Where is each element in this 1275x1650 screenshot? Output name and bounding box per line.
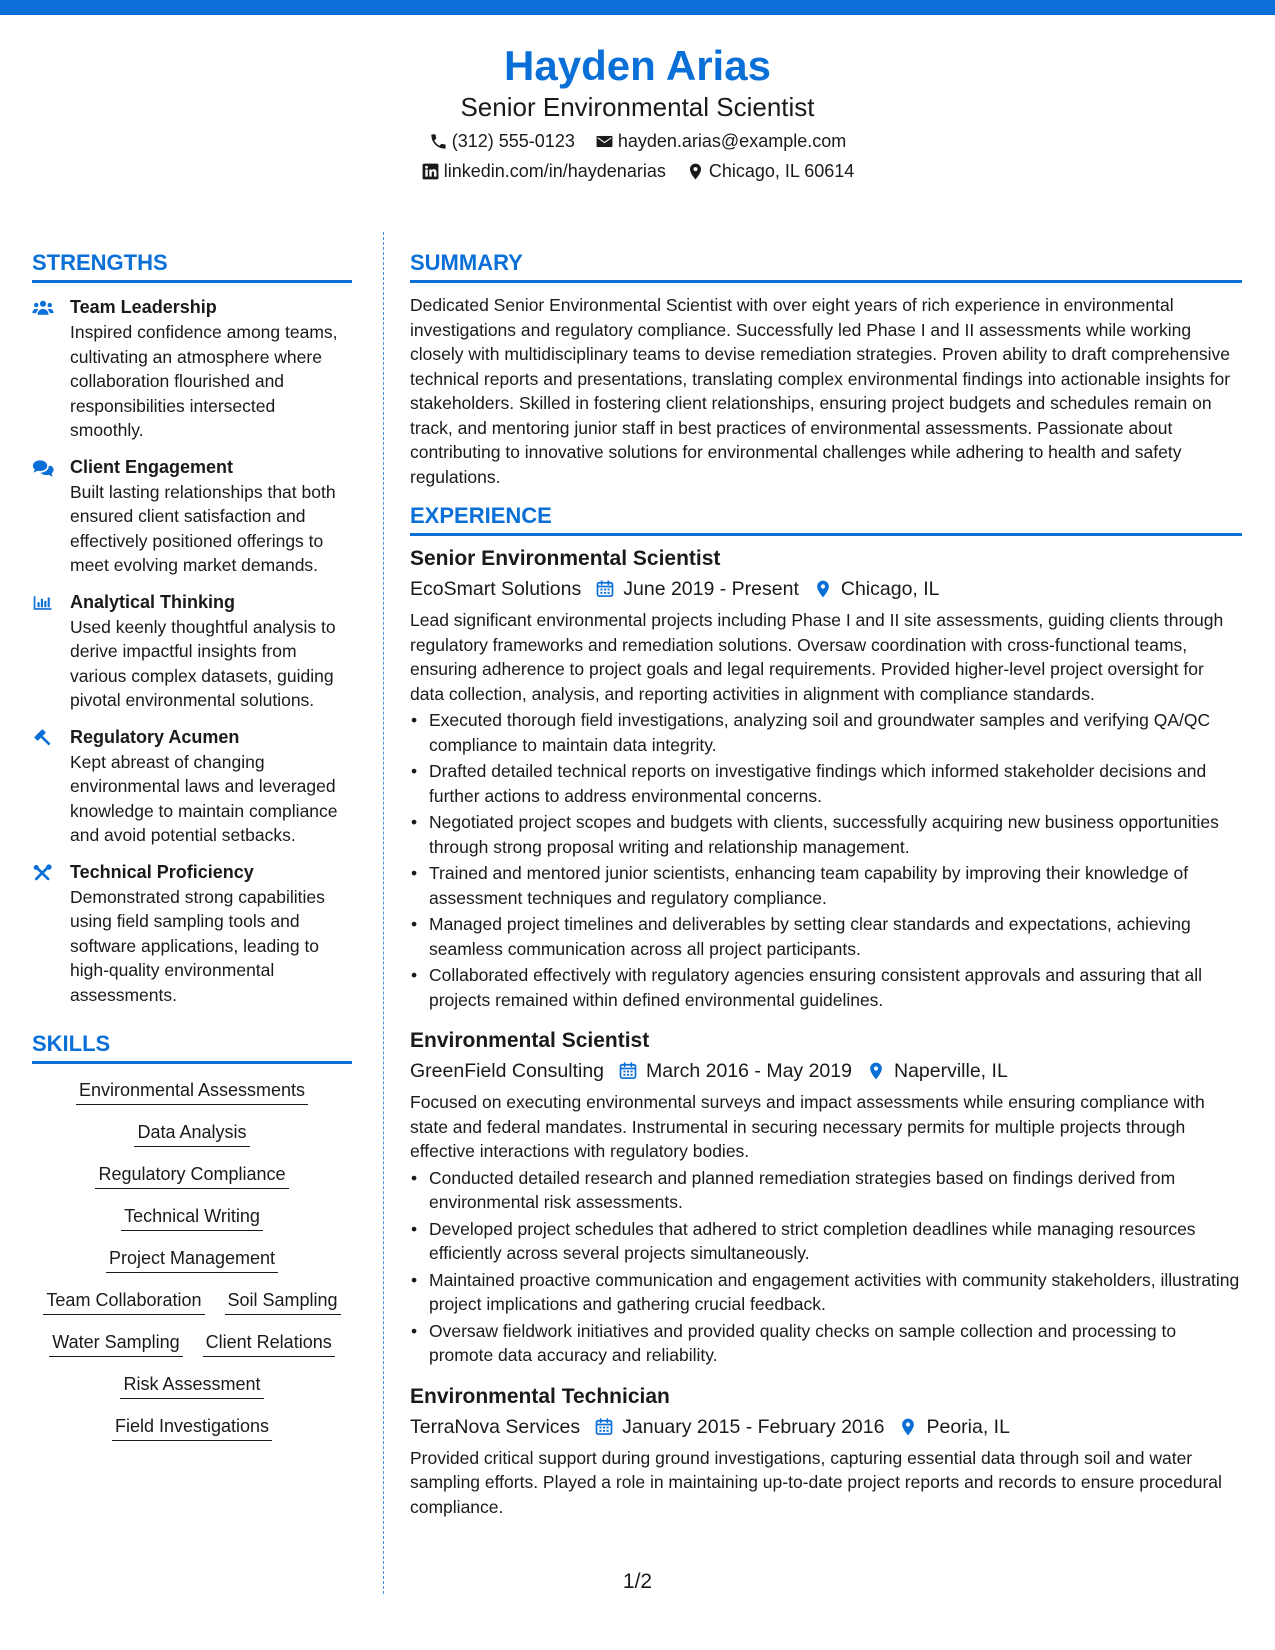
top-accent-bar: [0, 0, 1275, 15]
strength-title: Analytical Thinking: [70, 591, 236, 612]
right-column: [410, 248, 1242, 1519]
job-description: Lead significant environmental projects including Phase I and II site assessments, guiding clients through regulatory frameworks and remediation solutions. Oversaw coordination with cross-functional teams, ensuring adherence to project goals and legal requirements. Provided higher-level project oversight for data collection, analysis, and reporting activities in alignment with compliance standards.: [410, 610, 1224, 704]
strength-desc: Demonstrated strong capabilities using field sampling tools and software applications, leading to high-quality environmental assessments.: [70, 886, 325, 1005]
strength-desc: Kept abreast of changing environmental laws and leveraged knowledge to maintain compliance and avoid potential setbacks.: [70, 751, 338, 845]
job-entry: [410, 1382, 1242, 1520]
job-bullet: • Developed project schedules that adhered to strict completion deadlines while managing resources efficiently across several projects simultaneously.: [410, 1217, 1242, 1266]
strength-desc: Built lasting relationships that both ensured client satisfaction and effectively positioned offerings to meet evolving market demands.: [70, 481, 336, 575]
tools-icon: [32, 860, 70, 1008]
map-pin-icon: [866, 1061, 886, 1081]
strength-item: [32, 455, 352, 578]
job-company: TerraNova Services: [410, 1415, 581, 1438]
job-bullet: • Oversaw fieldwork initiatives and provided quality checks on sample collection and processing to promote data accuracy and reliability.: [410, 1319, 1242, 1368]
experience-heading: EXPERIENCE: [410, 501, 1242, 536]
left-column: [32, 248, 352, 1441]
job-entry: [410, 544, 1242, 1012]
skill-tag: Water Sampling: [49, 1330, 182, 1357]
contact-location: [686, 158, 854, 184]
job-entry: [410, 1026, 1242, 1368]
calendar-icon: [594, 1417, 614, 1437]
job-company: GreenField Consulting: [410, 1060, 605, 1082]
job-bullet: • Maintained proactive communication and engagement activities with community stakeholders, illustrating project implications and gathering crucial feedback.: [410, 1268, 1242, 1317]
calendar-icon: [595, 579, 615, 599]
contact-row-1: [0, 128, 1275, 154]
skill-row: [134, 1120, 249, 1147]
email-text: hayden.arias@example.com: [617, 131, 847, 151]
skill-tag: Project Management: [106, 1246, 278, 1273]
calendar-icon: [618, 1061, 638, 1081]
strength-title: Team Leadership: [70, 297, 217, 317]
job-bullet: • Trained and mentored junior scientists, enhancing team capability by improving their knowledge of assessment techniques and regulatory compliance.: [410, 861, 1242, 910]
contact-phone: [429, 128, 575, 154]
job-bullet: • Collaborated effectively with regulatory agencies ensuring consistent approvals and assuring that all projects remained within defined environmental guidelines.: [410, 963, 1242, 1012]
map-pin-icon: [686, 162, 705, 181]
gavel-icon: [32, 725, 70, 848]
job-dates: June 2019 - Present: [623, 578, 799, 600]
job-location: Peoria, IL: [926, 1415, 1010, 1438]
skill-row: [43, 1288, 340, 1315]
job-bullet: • Drafted detailed technical reports on investigative findings which informed stakeholder decisions and further actions to address environmental concerns.: [410, 759, 1242, 808]
contact-row-2: [0, 158, 1275, 184]
strength-title: Client Engagement: [70, 456, 234, 477]
job-bullets: [410, 1166, 1242, 1368]
phone-icon: [429, 132, 448, 151]
map-pin-icon: [813, 579, 833, 599]
contact-linkedin[interactable]: [421, 158, 666, 184]
job-dates: March 2016 - May 2019: [646, 1060, 852, 1082]
strength-desc: Inspired confidence among teams, cultivating an atmosphere where collaboration flourished and responsibilities intersected smoothly.: [70, 322, 338, 440]
envelope-icon: [595, 132, 614, 151]
linkedin-icon: [421, 162, 440, 181]
skill-tag: Data Analysis: [134, 1120, 249, 1147]
skill-tag: Technical Writing: [121, 1204, 263, 1231]
job-title: Senior Environmental Scientist: [410, 547, 721, 570]
skill-row: [49, 1330, 334, 1357]
skill-row: [120, 1372, 263, 1399]
candidate-name: Hayden Arias: [504, 42, 771, 89]
column-divider: [383, 232, 384, 1594]
skill-tag: Client Relations: [203, 1330, 335, 1357]
strength-title: Regulatory Acumen: [70, 726, 240, 747]
job-location: Chicago, IL: [840, 578, 940, 600]
strength-title: Technical Proficiency: [70, 861, 254, 882]
comments-icon: [32, 455, 70, 578]
job-description: Focused on executing environmental surveys and impact assessments while ensuring compliance with state and federal mandates. Instrumental in securing necessary permits for multiple projects through effective interactions with regulatory bodies.: [410, 1092, 1205, 1161]
experience-section: [410, 501, 1242, 1519]
job-dates: January 2015 - February 2016: [622, 1415, 885, 1438]
job-title: Environmental Technician: [410, 1384, 670, 1408]
job-bullets: [410, 708, 1242, 1012]
job-location: Naperville, IL: [893, 1060, 1008, 1082]
skill-row: [121, 1204, 263, 1231]
skill-row: [112, 1414, 272, 1441]
skill-row: [95, 1162, 288, 1189]
resume-header: [0, 40, 1275, 184]
skill-tag: Soil Sampling: [225, 1288, 341, 1315]
strength-desc: Used keenly thoughtful analysis to derive impactful insights from various complex datasets, guiding pivotal environmental solutions.: [70, 616, 336, 710]
job-meta: [410, 1412, 1242, 1442]
skill-tag: Field Investigations: [112, 1414, 272, 1441]
summary-text: Dedicated Senior Environmental Scientist with over eight years of rich experience in environmental investigations and regulatory compliance. Successfully led Phase I and II assessments while working closely with multidisciplinary teams to devise remediation strategies. Proven ability to draft comprehensive technical reports and presentations, translating complex environmental findings into actionable insights for stakeholders. Skilled in fostering client relationships, ensuring project budgets and schedules remain on track, and mentoring junior staff in best practices of environmental assessments. Passionate about contributing to innovative solutions for environmental challenges while adhering to health and safety regulations.: [410, 295, 1231, 487]
strength-item: [32, 295, 352, 443]
job-bullet: • Executed thorough field investigations, analyzing soil and groundwater samples and verifying QA/QC compliance to maintain data integrity.: [410, 708, 1242, 757]
linkedin-text: linkedin.com/in/haydenarias: [443, 161, 666, 181]
skill-row: [106, 1246, 278, 1273]
skill-tag: Team Collaboration: [43, 1288, 204, 1315]
contact-email[interactable]: [595, 128, 846, 154]
page-number: 1/2: [622, 1570, 653, 1593]
users-icon: [32, 295, 70, 443]
job-company: EcoSmart Solutions: [410, 578, 582, 600]
job-bullet: • Negotiated project scopes and budgets with clients, successfully acquiring new business opportunities through strong proposal writing and relationship management.: [410, 810, 1242, 859]
skill-tag: Risk Assessment: [120, 1372, 263, 1399]
map-pin-icon: [898, 1417, 918, 1437]
job-bullet: • Conducted detailed research and planned remediation strategies based on findings derived from environmental risk assessments.: [410, 1166, 1242, 1215]
job-title: Environmental Scientist: [410, 1029, 650, 1052]
location-text: Chicago, IL 60614: [708, 161, 855, 181]
candidate-title: Senior Environmental Scientist: [460, 92, 815, 122]
job-description: Provided critical support during ground investigations, capturing essential data through soil and water sampling efforts. Played a role in maintaining up-to-date project reports and records to ensure procedural compliance.: [410, 1447, 1222, 1517]
job-bullet: • Managed project timelines and deliverables by setting clear standards and expectations, achieving seamless communication across all project participants.: [410, 912, 1242, 961]
skill-row: [76, 1078, 308, 1105]
job-list: [410, 544, 1242, 1519]
summary-heading: SUMMARY: [410, 248, 1242, 283]
phone-text: (312) 555-0123: [451, 131, 575, 151]
bar-chart-icon: [32, 590, 70, 713]
strength-item: [32, 590, 352, 713]
job-meta: [410, 574, 1242, 604]
skills-heading: SKILLS: [32, 1029, 352, 1064]
skills-list: [32, 1078, 352, 1441]
strength-item: [32, 725, 352, 848]
skill-tag: Regulatory Compliance: [95, 1162, 288, 1189]
job-meta: [410, 1056, 1242, 1086]
skill-tag: Environmental Assessments: [76, 1078, 308, 1105]
strengths-heading: STRENGTHS: [32, 248, 352, 283]
strength-item: [32, 860, 352, 1008]
